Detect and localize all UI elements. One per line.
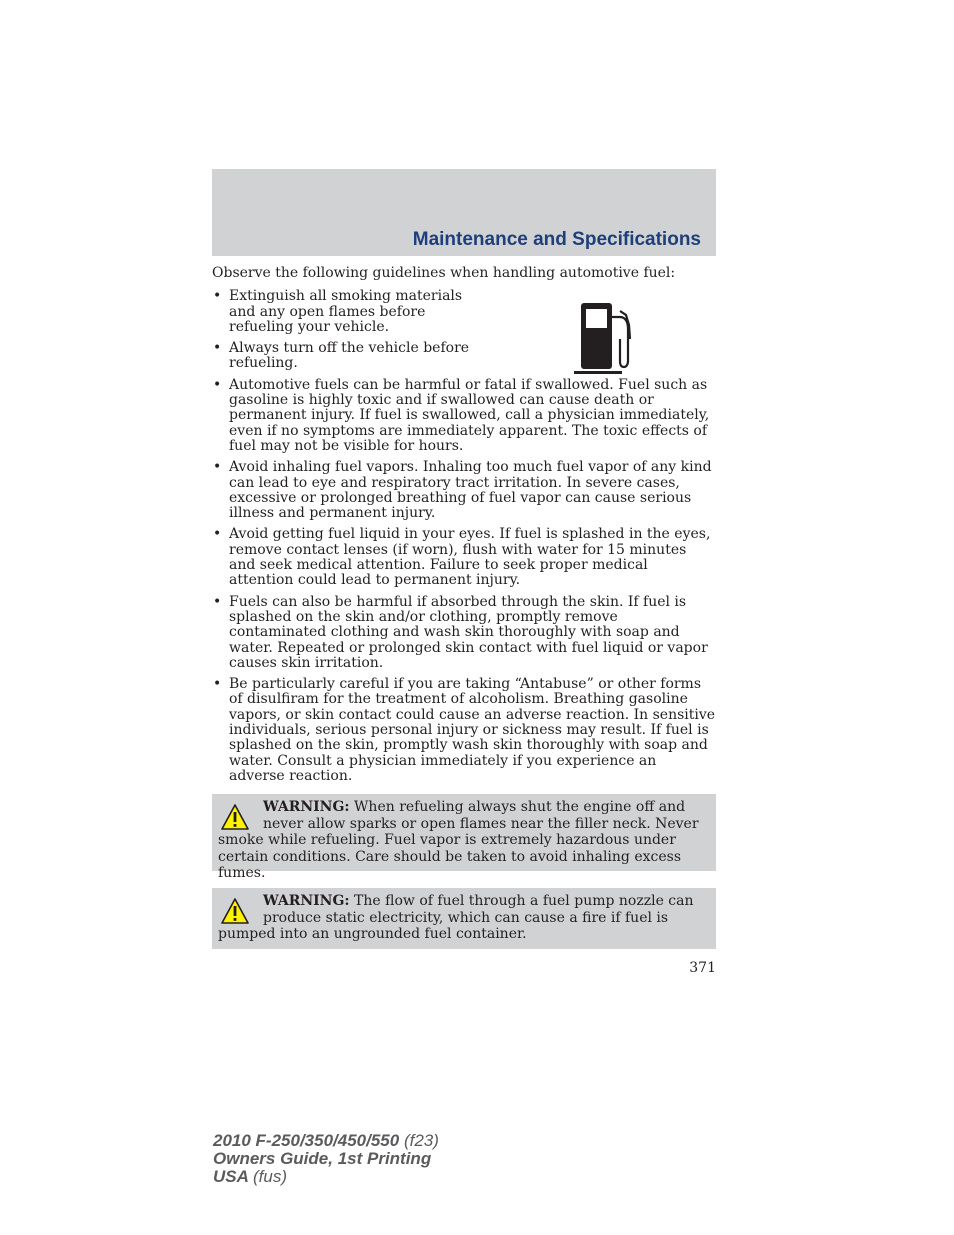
warning-label: WARNING: [263,893,350,909]
page-content [212,266,716,790]
warning-box-refueling [212,794,716,881]
footer-model-code: (f23) [403,1131,439,1150]
warning-text: The flow of fuel through a fuel pump nozzle can produce static electricity, which can cause a fire if fuel is pumped into an ungrounded fuel container. [218,893,694,942]
list-item: • Automotive fuels can be harmful or fatal if swallowed. Fuel such as gasoline is highly toxic and if swallowed can cause death or permanent injury. If fuel is swallowed, call a physician immediately, even if no symptoms are immediately apparent. The toxic effects of fuel may not be visible for hours. [212,378,716,454]
list-item: • Always turn off the vehicle before refueling. [212,341,484,372]
section-title: Maintenance and Specifications [412,229,701,250]
list-item: • Be particularly careful if you are taking “Antabuse” or other forms of disulfiram for the treatment of alcoholism. Breathing gasoline vapors, or skin contact could cause an adverse reaction. In sensitive individuals, serious personal injury or sickness may result. If fuel is splashed on the skin, promptly wash skin thoroughly with soap and water. Consult a physician immediately if you experience an adverse reaction. [212,677,716,784]
list-item: • Avoid inhaling fuel vapors. Inhaling too much fuel vapor of any kind can lead to eye and respiratory tract irritation. In severe cases, excessive or prolonged breathing of fuel vapor can cause serious illness and permanent injury. [212,460,716,521]
warning-text: When refueling always shut the engine off and never allow sparks or open flames near the filler neck. Never smoke while refueling. Fuel vapor is extremely hazardous under certain conditions. Care should be taken to avoid inhaling excess fumes. [218,799,699,881]
page-number: 371 [689,960,716,976]
footer-guide: Owners Guide, 1st Printing [213,1149,432,1168]
footer-model: 2010 F-250/350/450/550 [213,1131,400,1150]
fuel-pump-icon [574,299,638,379]
footer-region-code: (fus) [253,1167,287,1186]
section-header-band [212,169,716,256]
intro-text: Observe the following guidelines when handling automotive fuel: [212,265,676,281]
document-footer [213,1132,439,1186]
list-item: • Extinguish all smoking materials and any open flames before refueling your vehicle. [212,289,484,335]
footer-region-line [213,1168,439,1186]
list-item: • Fuels can also be harmful if absorbed through the skin. If fuel is splashed on the skin and/or clothing, promptly remove contaminated clothing and wash skin thoroughly with soap and water. Repeated or prolonged skin contact with fuel liquid or vapor causes skin irritation. [212,595,716,671]
warning-triangle-icon [220,803,250,831]
list-item: • Avoid getting fuel liquid in your eyes. If fuel is splashed in the eyes, remove contact lenses (if worn), flush with water for 15 minutes and seek medical attention. Failure to seek proper medical attention could lead to permanent injury. [212,527,716,588]
warning-triangle-icon [220,897,250,925]
footer-region: USA [213,1167,249,1186]
footer-model-line [213,1132,439,1150]
warning-box-static [212,888,716,949]
fuel-guidelines-list [212,289,716,784]
warning-label: WARNING: [263,799,350,815]
